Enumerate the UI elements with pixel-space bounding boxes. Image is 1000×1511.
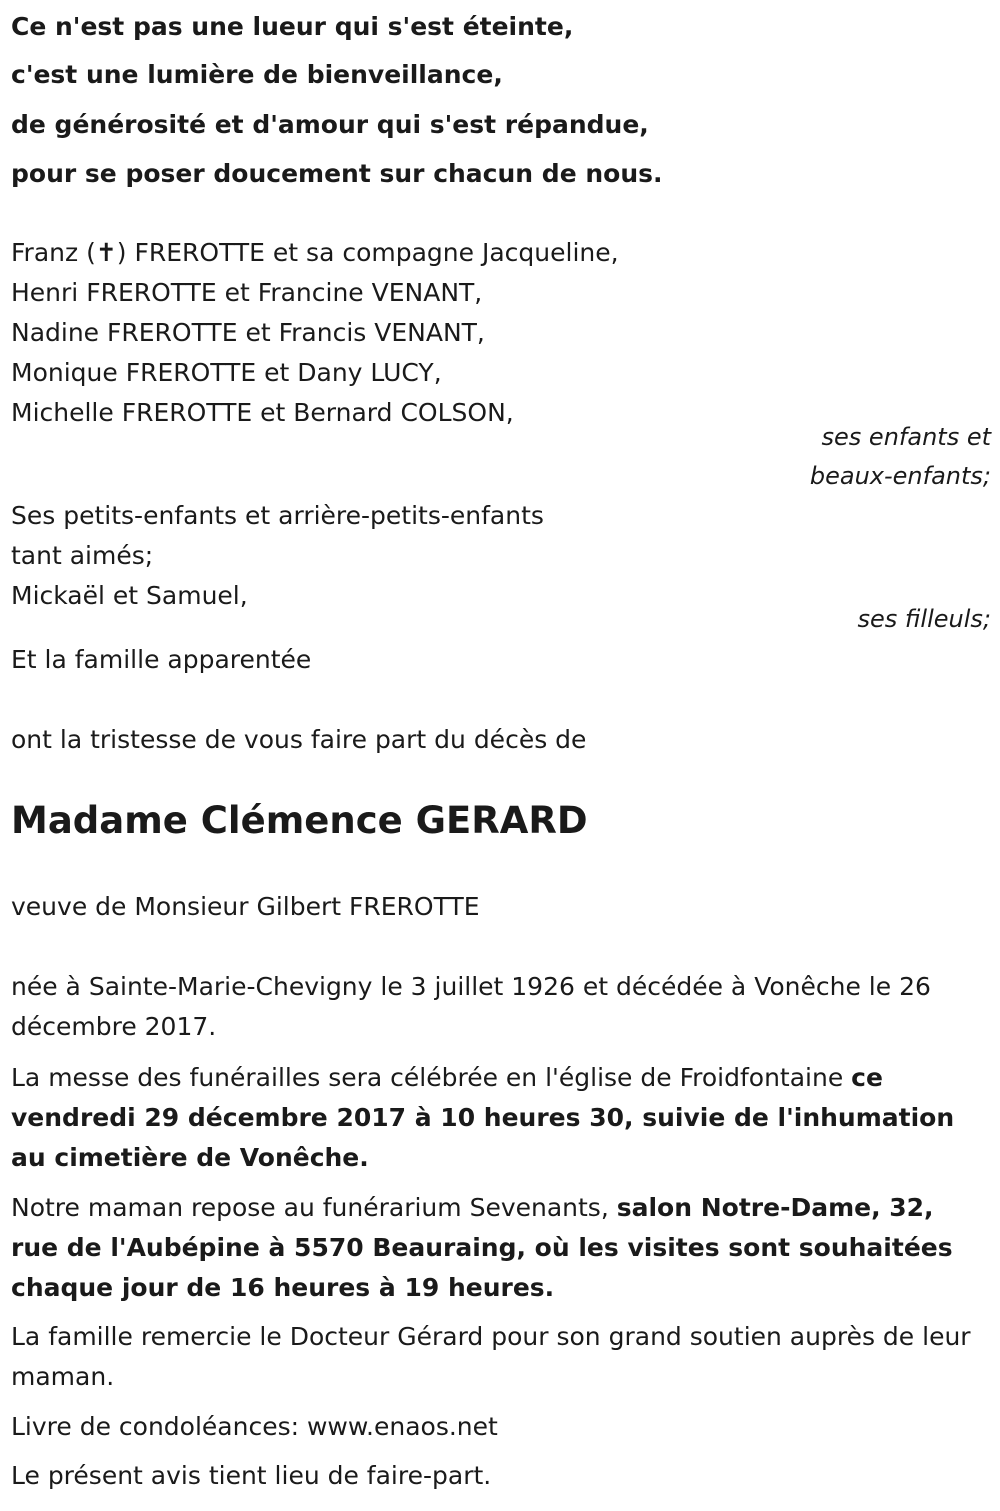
family-line-3: Nadine FREROTTE et Francis VENANT, [11,318,485,347]
relatives-line: Et la famille apparentée [11,645,312,674]
children-role-line-1: ses enfants et [821,423,991,451]
mass-intro: La messe des funérailles sera célébrée en l'église de Froidfontaine [11,1063,852,1092]
deceased-name: Madame Clémence GERARD [11,799,588,842]
children-role-line-2: beaux-enfants; [809,462,991,490]
rest-details: salon Notre-Dame, 32, rue de l'Aubépine à 5570 Beauraing, où les visites sont souhaitées chaque jour de 16 heures à 19 heures. [11,1193,953,1302]
announcement-line: ont la tristesse de vous faire part du décès de [11,725,587,754]
mass-paragraph [11,1058,986,1178]
family-line-4: Monique FREROTTE et Dany LUCY, [11,358,442,387]
poem-line-4: pour se poser doucement sur chacun de nous. [11,159,663,188]
grandchildren-line-2: tant aimés; [11,541,154,570]
mass-details: ce vendredi 29 décembre 2017 à 10 heures 30, suivie de l'inhumation au cimetière de Vonêche. [11,1063,955,1172]
poem-line-2: c'est une lumière de bienveillance, [11,60,503,89]
godsons-line: Mickaël et Samuel, [11,581,248,610]
birth-death-paragraph: née à Sainte-Marie-Chevigny le 3 juillet 1926 et décédée à Vonêche le 26 décembre 2017. [11,972,931,1041]
family-line-1: Franz (✝) FREROTTE et sa compagne Jacqueline, [11,238,619,267]
poem-line-1: Ce n'est pas une lueur qui s'est éteinte, [11,12,574,41]
condolences-line: Livre de condoléances: www.enaos.net [11,1412,498,1441]
rest-intro: Notre maman repose au funérarium Sevenants, [11,1193,617,1222]
poem-line-3: de générosité et d'amour qui s'est répandue, [11,110,649,139]
family-line-5: Michelle FREROTTE et Bernard COLSON, [11,398,514,427]
rest-paragraph [11,1188,986,1308]
grandchildren-line-1: Ses petits-enfants et arrière-petits-enfants [11,501,544,530]
family-line-2: Henri FREROTTE et Francine VENANT, [11,278,483,307]
widow-of-line: veuve de Monsieur Gilbert FREROTTE [11,892,480,921]
notice-line: Le présent avis tient lieu de faire-part. [11,1461,492,1490]
thanks-paragraph: La famille remercie le Docteur Gérard pour son grand soutien auprès de leur maman. [11,1322,971,1391]
godsons-role: ses filleuls; [857,605,991,633]
